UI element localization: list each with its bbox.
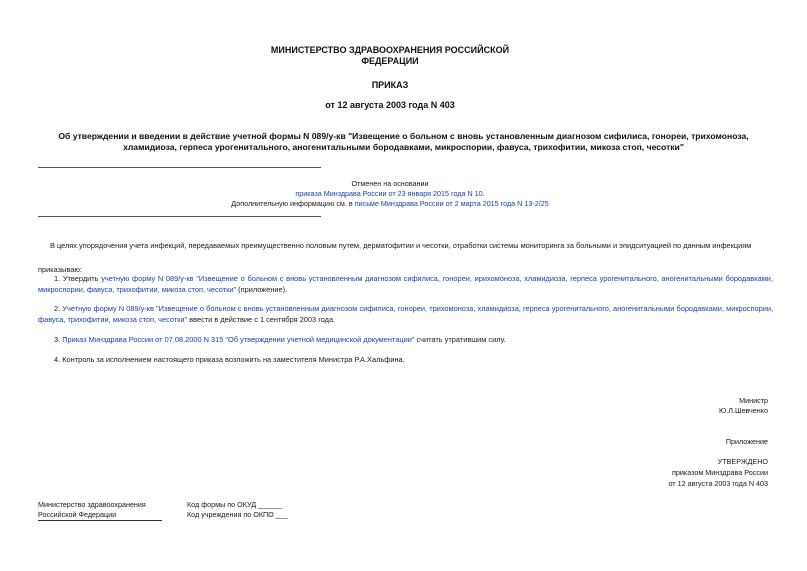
form-org-block: [38, 500, 162, 521]
order-item-4: 4. Контроль за исполнением настоящего приказа возложить на заместителя Министра Р.А.Хальфина.: [54, 355, 405, 364]
ministry-title: [230, 45, 550, 67]
appendix-label: Приложение: [725, 437, 768, 446]
approved-by-order: приказом Минздрава России: [672, 468, 768, 477]
revocation-text: Отменен на основании: [351, 179, 429, 188]
item-3-prefix: 3.: [54, 335, 63, 344]
ministry-letter-link[interactable]: письме Минздрава России от 2 марта 2015 года N 13-2/25: [354, 199, 549, 208]
revocation-order-suffix: .: [482, 189, 485, 198]
signature-block: [600, 396, 768, 416]
form-089-link[interactable]: учетную форму N 089/у-кв "Извещение о больном с вновь установленным диагнозом сифилиса, гонореи, ирихомоноза, хламидиоза, герпеса урогенитального, аногенитальными бородавками, микроспории, фавуса, трихофитии, микоза стоп, чесотки": [38, 274, 773, 294]
divider-bottom: [38, 216, 321, 217]
order-item-1: [38, 273, 773, 295]
revocation-notice: [180, 179, 600, 209]
additional-info-text: Дополнительную информацию см. в: [231, 199, 355, 208]
ministry-line-2: ФЕДЕРАЦИИ: [361, 56, 419, 66]
doc-date: от 12 августа 2003 года N 403: [325, 100, 455, 110]
revocation-order-link[interactable]: приказа Минздрава России от 23 января 2015 года N 10: [295, 189, 483, 198]
okud-code: Код формы по ОКУД ______: [187, 500, 283, 509]
intro-paragraph: В целях упорядочения учета инфекций, передаваемых преимущественно половым путем, дерматофитии и чесотки, отработки системы мониторинга за больными и эпидситуацией по данным инфекциям: [50, 241, 752, 250]
org-line-1: Министерство здравоохранения: [38, 500, 146, 509]
subject-line-2: хламидиоза, герпеса урогенитального, аногенитальными бородавками, микроспории, фавуса, трихофитии, микоза стоп, чесотки": [123, 142, 684, 152]
order-item-3: [54, 334, 774, 345]
order-item-2: [38, 303, 773, 325]
order-word: приказываю:: [38, 265, 82, 274]
order-315-link[interactable]: Приказ Минздрава России от 07.08.2000 N 315 "Об утверждении учетной медицинской документации": [62, 335, 415, 344]
form-089-effective-link[interactable]: Учетную форму N 089/у-кв "Извещение о больном с вновь установленным диагнозом сифилиса, гонореи, трихомоноза, хламидиоза, герпеса урогенитального, аногенитальными бородавками, микроспории, фавуса, трихофитии, микоза стоп, чесотки": [38, 304, 773, 324]
item-3-suffix: считать утратившим силу.: [414, 335, 506, 344]
approved-date: от 12 августа 2003 года N 403: [668, 479, 768, 488]
ministry-line-1: МИНИСТЕРСТВО ЗДРАВООХРАНЕНИЯ РОССИЙСКОЙ: [270, 45, 510, 55]
org-line-2: Российской Федерации: [38, 510, 162, 521]
item-2-suffix: ввести в действие с 1 сентября 2003 года.: [187, 315, 336, 324]
divider-top: [38, 167, 321, 168]
doc-type: ПРИКАЗ: [371, 80, 409, 90]
approval-block: [560, 456, 768, 489]
item-1-suffix: (приложение).: [236, 285, 288, 294]
item-2-prefix: 2.: [54, 304, 63, 313]
item-1-prefix: 1. Утвердить: [54, 274, 102, 283]
okpo-code: Код учреждения по ОКПО ___: [187, 510, 288, 519]
form-codes-block: [187, 500, 337, 520]
signature-position: Министр: [739, 396, 768, 405]
approved-label: УТВЕРЖДЕНО: [717, 457, 768, 466]
subject-line-1: Об утверждении и введении в действие учетной формы N 089/у-кв "Извещение о больном с вновь установленным диагнозом сифилиса, гонореи, трихомоноза,: [58, 131, 749, 141]
doc-subject: [20, 131, 787, 153]
signature-name: Ю.Л.Шевченко: [719, 406, 768, 415]
